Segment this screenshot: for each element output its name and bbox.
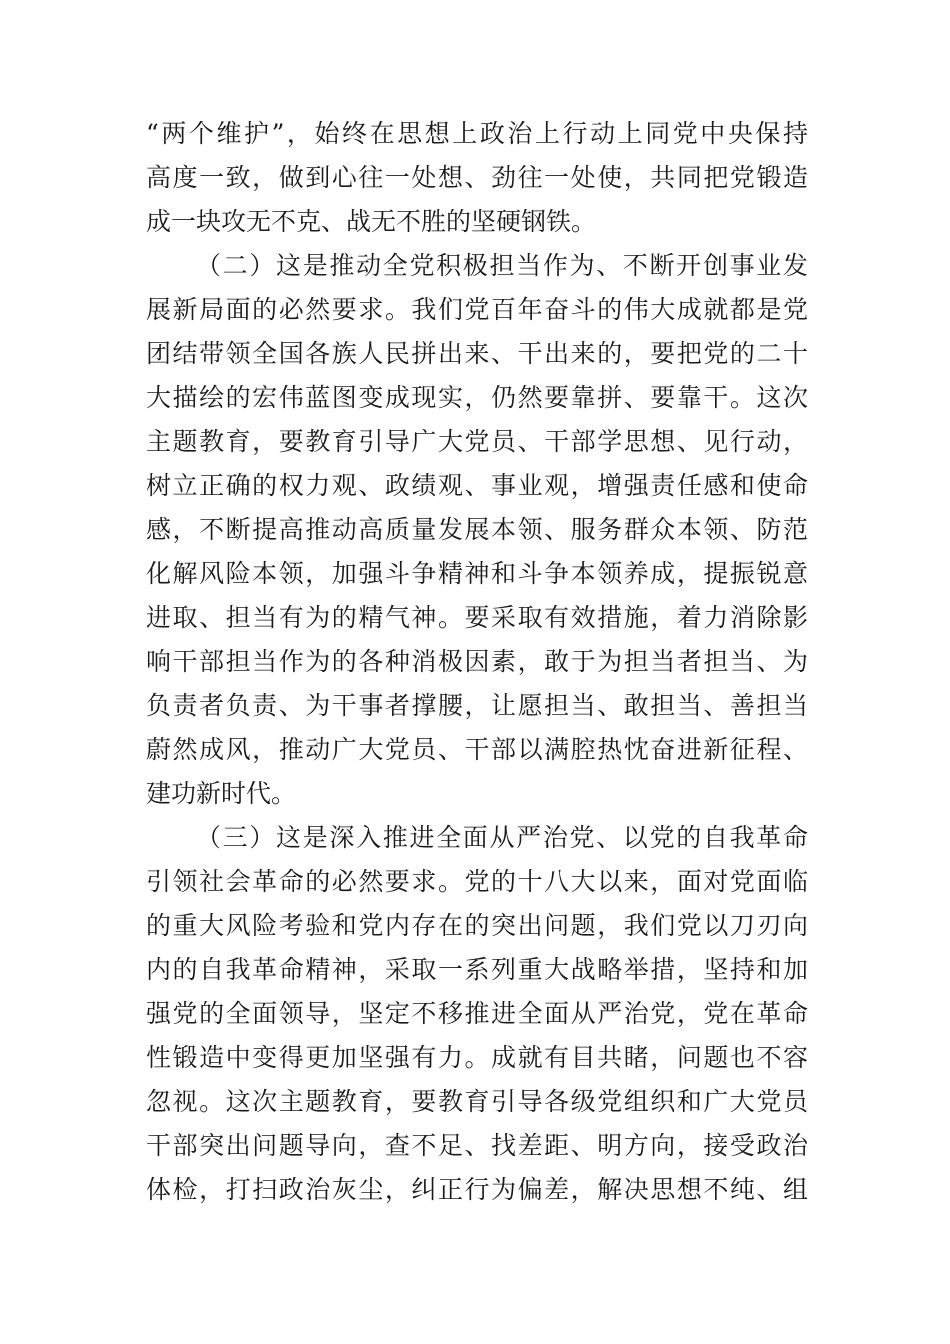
paragraph-3-line-7: 忽视。这次主题教育，要教育引导各级党组织和广大党员 bbox=[146, 1087, 808, 1116]
paragraph-1-line-3: 成一块攻无不克、战无不胜的坚硬钢铁。 bbox=[146, 207, 597, 236]
paragraph-2-line-1: （二）这是推动全党积极担当作为、不断开创事业发 bbox=[196, 251, 808, 280]
paragraph-2-line-9: 进取、担当有为的精气神。要采取有效措施，着力消除影 bbox=[146, 603, 808, 632]
paragraph-2 bbox=[146, 244, 808, 816]
paragraph-3-line-4: 内的自我革命精神，采取一系列重大战略举措，坚持和加 bbox=[146, 955, 808, 984]
paragraph-2-line-12: 蔚然成风，推动广大党员、干部以满腔热忱奋进新征程、 bbox=[146, 735, 808, 764]
paragraph-2-line-3: 团结带领全国各族人民拼出来、干出来的，要把党的二十 bbox=[146, 339, 808, 368]
paragraph-2-line-4: 大描绘的宏伟蓝图变成现实，仍然要靠拼、要靠干。这次 bbox=[146, 383, 808, 412]
paragraph-2-line-6: 树立正确的权力观、政绩观、事业观，增强责任感和使命 bbox=[146, 471, 808, 500]
paragraph-2-line-10: 响干部担当作为的各种消极因素，敢于为担当者担当、为 bbox=[146, 647, 808, 676]
paragraph-2-line-2: 展新局面的必然要求。我们党百年奋斗的伟大成就都是党 bbox=[146, 295, 808, 324]
paragraph-3 bbox=[146, 816, 808, 1212]
paragraph-1-line-1: “两个维护”，始终在思想上政治上行动上同党中央保持 bbox=[146, 119, 808, 148]
paragraph-3-line-2: 引领社会革命的必然要求。党的十八大以来，面对党面临 bbox=[146, 867, 808, 896]
paragraph-2-line-13: 建功新时代。 bbox=[146, 779, 297, 808]
paragraph-1-line-2: 高度一致，做到心往一处想、劲往一处使，共同把党锻造 bbox=[146, 163, 808, 192]
paragraph-2-line-11: 负责者负责、为干事者撑腰，让愿担当、敢担当、善担当 bbox=[146, 691, 808, 720]
paragraph-3-line-8: 干部突出问题导向，查不足、找差距、明方向，接受政治 bbox=[146, 1131, 808, 1160]
paragraph-3-line-6: 性锻造中变得更加坚强有力。成就有目共睹，问题也不容 bbox=[146, 1043, 808, 1072]
paragraph-2-line-8: 化解风险本领，加强斗争精神和斗争本领养成，提振锐意 bbox=[146, 559, 808, 588]
paragraph-3-line-1: （三）这是深入推进全面从严治党、以党的自我革命 bbox=[196, 823, 808, 852]
paragraph-2-line-7: 感，不断提高推动高质量发展本领、服务群众本领、防范 bbox=[146, 515, 808, 544]
document-body bbox=[146, 112, 808, 1212]
paragraph-3-line-5: 强党的全面领导，坚定不移推进全面从严治党，党在革命 bbox=[146, 999, 808, 1028]
paragraph-3-line-9: 体检，打扫政治灰尘，纠正行为偏差，解决思想不纯、组 bbox=[146, 1175, 808, 1204]
paragraph-2-line-5: 主题教育，要教育引导广大党员、干部学思想、见行动， bbox=[146, 427, 808, 456]
paragraph-1 bbox=[146, 112, 808, 244]
paragraph-3-line-3: 的重大风险考验和党内存在的突出问题，我们党以刀刃向 bbox=[146, 911, 808, 940]
